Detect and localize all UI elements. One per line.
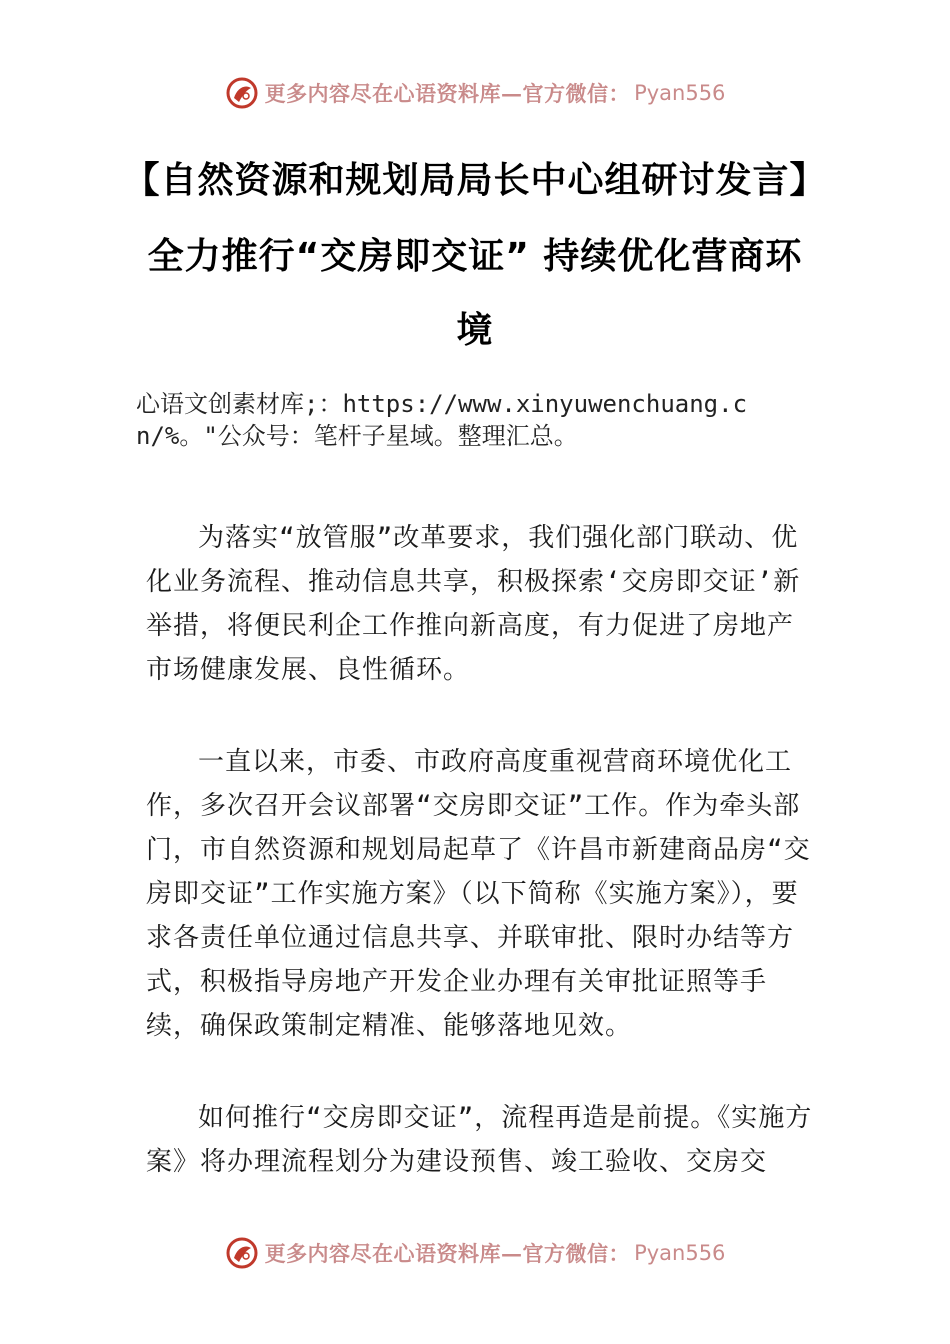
banner-text: 更多内容尽在心语资料库—官方微信： xyxy=(264,1241,631,1266)
footer-banner xyxy=(0,1233,950,1273)
source-note: 心语文创素材库;：https://www.xinyuwenchuang.cn/%。"公众号：笔杆子星域。整理汇总。 xyxy=(136,390,748,450)
document-title-line-3: 境 xyxy=(456,310,494,351)
paragraph: 为落实“放管服”改革要求，我们强化部门联动、优化业务流程、推动信息共享，积极探索‘交房即交证’新举措，将便民利企工作推向新高度，有力促进了房地产市场健康发展、良性循环。 xyxy=(146,523,801,685)
banner-wechat-id: Pyan556 xyxy=(634,81,726,105)
banner-wechat-id: Pyan556 xyxy=(634,1241,726,1265)
banner-text: 更多内容尽在心语资料库—官方微信： xyxy=(264,81,631,106)
document-title-line-1: 【自然资源和规划局局长中心组研讨发言】 xyxy=(123,160,827,201)
paragraph: 一直以来，市委、市政府高度重视营商环境优化工作，多次召开会议部署“交房即交证”工作。作为牵头部门，市自然资源和规划局起草了《许昌市新建商品房“交房即交证”工作实施方案》（以下简称《实施方案》），要求各责任单位通过信息共享、并联审批、限时办结等方式，积极指导房地产开发企业办理有关审批证照等手续，确保政策制定精准、能够落地见效。 xyxy=(146,747,811,1041)
header-banner xyxy=(0,73,950,113)
brand-logo-icon xyxy=(225,76,259,110)
document-title-line-2: 全力推行“交房即交证” 持续优化营商环 xyxy=(147,236,803,277)
brand-logo-icon xyxy=(225,1236,259,1270)
paragraph: 如何推行“交房即交证”，流程再造是前提。《实施方案》将办理流程划分为建设预售、竣工验收、交房交 xyxy=(146,1103,813,1177)
